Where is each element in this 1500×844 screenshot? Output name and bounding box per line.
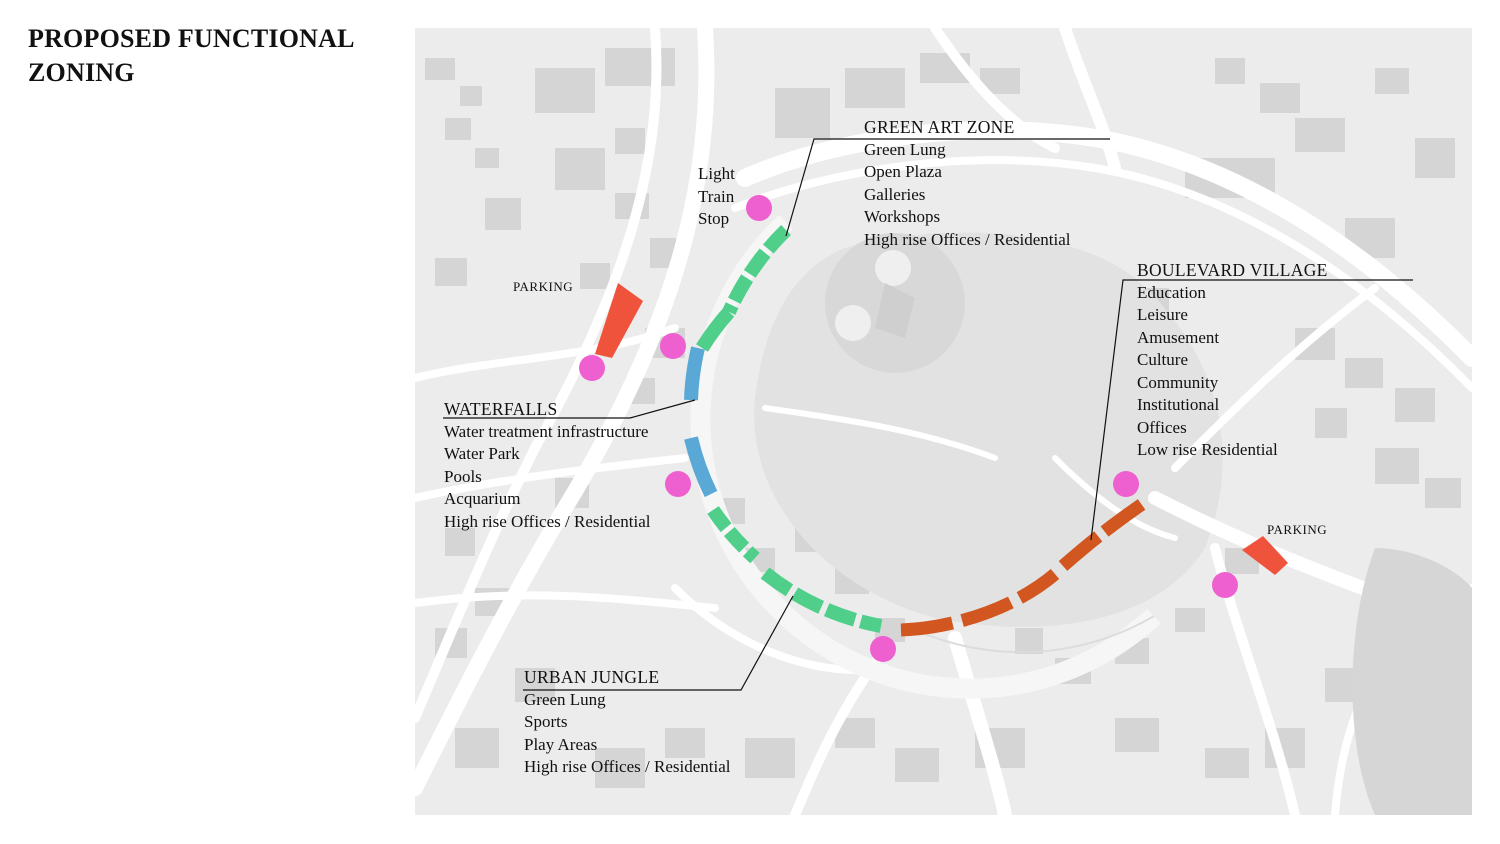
stop-marker[interactable] — [870, 636, 896, 662]
zone-item: Open Plaza — [864, 162, 942, 181]
zone-item: Community — [1137, 372, 1219, 392]
waterfalls-label — [444, 398, 650, 533]
boulevard-village-label — [1137, 259, 1328, 462]
zone-item: Amusement — [1137, 327, 1220, 347]
zone-item: Acquarium — [444, 489, 521, 508]
stop-marker[interactable] — [579, 355, 605, 381]
urban-jungle-label — [524, 666, 730, 779]
waterfalls-title: WATERFALLS — [444, 399, 558, 419]
stop-marker[interactable] — [660, 333, 686, 359]
zoning-map — [415, 28, 1472, 815]
parking-label-east: PARKING — [1267, 522, 1328, 537]
page-title-line-2: ZONING — [28, 58, 135, 87]
zone-item: Leisure — [1137, 305, 1188, 324]
waterfalls-zone-segment — [691, 348, 698, 400]
zone-item: Low rise Residential — [1137, 440, 1278, 459]
zone-item: Water treatment infrastructure — [444, 421, 649, 441]
green-art-zone-label — [864, 116, 1070, 251]
zone-item: Culture — [1137, 350, 1188, 369]
zone-item: Offices — [1137, 417, 1187, 437]
light-train-line-3: Stop — [698, 209, 730, 228]
light-train-line-2: Train — [698, 186, 735, 206]
light-train-stop-label — [698, 163, 735, 231]
zone-item: High rise Offices / Residential — [864, 229, 1071, 249]
boulevard-village-title: BOULEVARD VILLAGE — [1137, 260, 1328, 280]
page-title-line-1: PROPOSED FUNCTIONAL — [28, 24, 355, 53]
zone-item: Galleries — [864, 184, 926, 204]
zone-item: Water Park — [444, 444, 520, 463]
zone-item: High rise Offices / Residential — [524, 757, 731, 776]
urban-jungle-title: URBAN JUNGLE — [524, 667, 660, 687]
page-title — [28, 22, 355, 90]
stop-marker[interactable] — [1212, 572, 1238, 598]
zone-item: Green Lung — [864, 139, 946, 159]
stop-marker[interactable] — [1113, 471, 1139, 497]
zone-item: Sports — [524, 712, 568, 731]
light-train-line-1: Light — [698, 164, 735, 183]
zone-item: Green Lung — [524, 689, 606, 709]
zone-item: Workshops — [864, 207, 941, 226]
zone-item: Education — [1137, 282, 1206, 302]
zone-item: Institutional — [1137, 395, 1220, 414]
parking-label-west: PARKING — [513, 279, 574, 294]
zone-item: Play Areas — [524, 734, 598, 754]
green-art-zone-title: GREEN ART ZONE — [864, 117, 1015, 137]
zone-item: Pools — [444, 466, 482, 486]
stop-marker[interactable] — [746, 195, 772, 221]
zone-item: High rise Offices / Residential — [444, 511, 651, 531]
stop-marker[interactable] — [665, 471, 691, 497]
